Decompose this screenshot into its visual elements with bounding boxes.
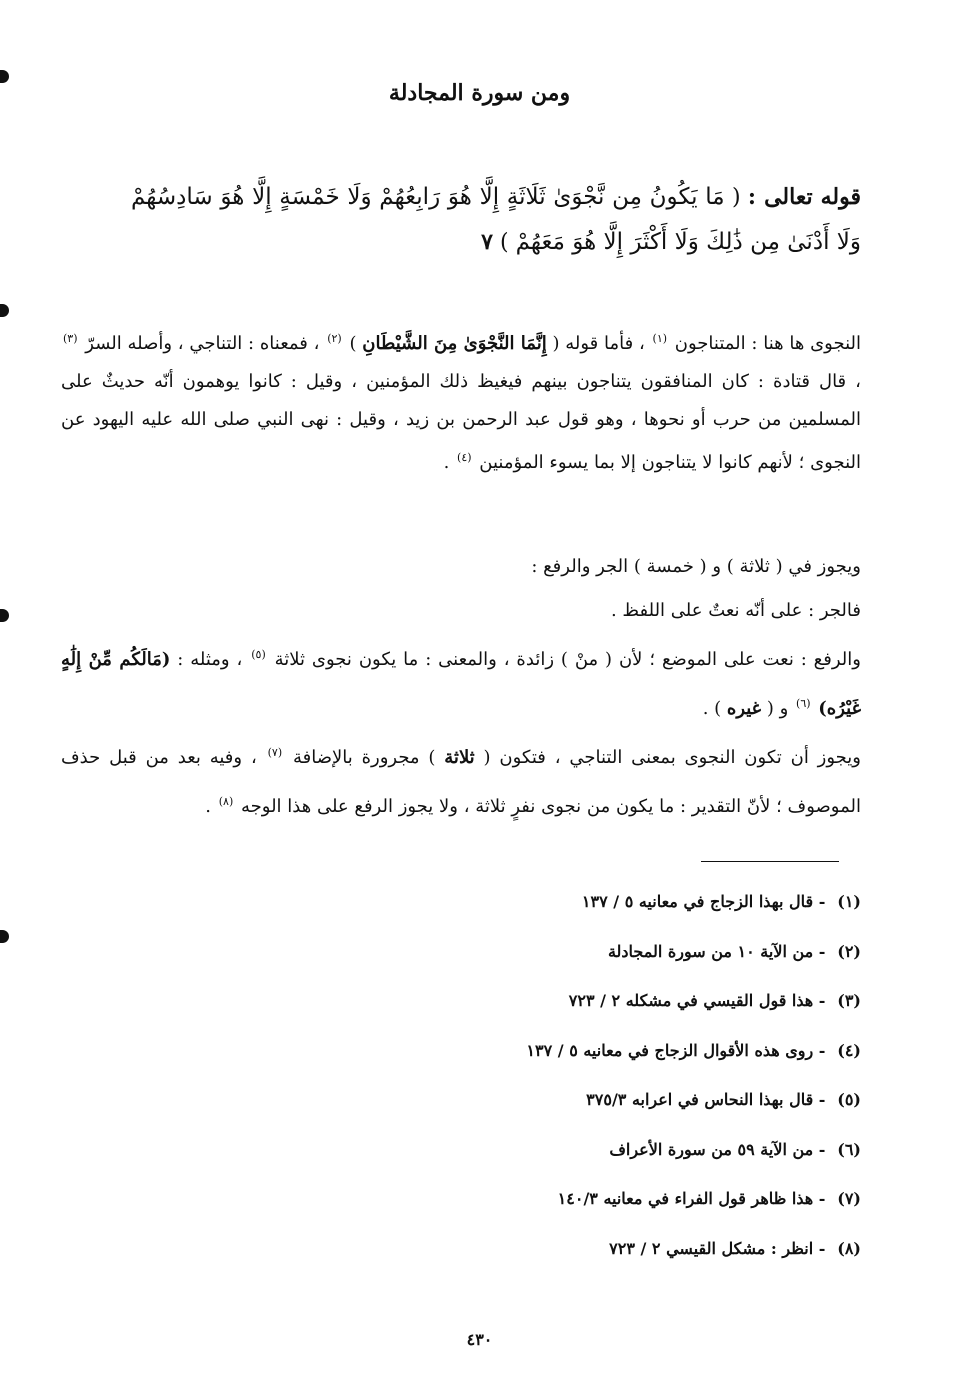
footnote-label: (٢) <box>837 941 861 961</box>
footnote-ref: (٦) <box>796 697 811 710</box>
quran-verse-text: مَا يَكُونُ مِن نَّجْوَىٰ ثَلَاثَةٍ إِلَّا هُوَ رَابِعُهُمْ وَلَا خَمْسَةٍ إِلَّا هُوَ سَادِسُهُمْ وَلَا أَدْنَىٰ مِن ذَٰلِكَ وَلَا أَكْثَرَ إِلَّا هُوَ مَعَهُمْ <box>131 184 861 255</box>
text-run: ، فأما قوله ( <box>552 333 645 354</box>
verse-lead: قوله تعالى : <box>747 184 861 210</box>
footnote-label: (٥) <box>837 1090 861 1109</box>
verse-close-paren: ) <box>499 230 509 255</box>
quran-quote: غيره <box>726 698 762 719</box>
text-run: و ( <box>766 698 789 719</box>
footnote-ref: (٣) <box>63 332 78 345</box>
text-run: والرفع : نعت على الموضع ؛ لأن ( منْ ) زائدة ، والمعنى : ما يكون نجوى ثلاثة <box>274 649 861 670</box>
text-run: . <box>205 796 212 817</box>
footnote-item <box>361 1181 861 1231</box>
footnotes-list <box>361 884 861 1280</box>
footnote-label: (٣) <box>837 991 861 1010</box>
footnote-item <box>361 1231 861 1281</box>
footnote-ref: (٨) <box>218 795 234 808</box>
commentary-paragraph <box>61 320 861 482</box>
footnote-text: - هذا ظاهر قول الفراء في معانيه ١٤٠/٣ <box>557 1189 826 1208</box>
footnote-item <box>361 1082 861 1132</box>
footnote-item <box>361 1132 861 1182</box>
grammar-section <box>61 545 861 829</box>
binding-mark <box>0 609 9 622</box>
footnote-ref: (٢) <box>327 332 342 345</box>
footnote-divider <box>701 861 839 862</box>
footnote-ref: (٤) <box>457 451 472 464</box>
footnote-ref: (٥) <box>251 648 266 661</box>
binding-mark <box>0 304 9 317</box>
text-run: ) مجرورة بالإضافة <box>292 747 436 768</box>
footnote-text: - انظر : مشكل القيسي ٢ / ٧٢٣ <box>609 1238 826 1258</box>
verse-open-paren: ( <box>731 185 741 210</box>
footnote-text: - قال بهذا النحاس في اعرابه ٣٧٥/٣ <box>586 1090 826 1109</box>
text-run: النجوى ها هنا : المتناجون <box>674 333 861 354</box>
footnote-text: - من الآية ٥٩ من سورة الأعراف <box>609 1139 826 1159</box>
text-run: ) <box>349 333 357 354</box>
page-number: ٤٣٠ <box>466 1330 493 1349</box>
footnote-item <box>361 934 861 984</box>
text-run: ويجوز أن تكون النجوى بمعنى التناجي ، فتكون ( <box>483 747 861 768</box>
footnote-ref: (٧) <box>267 746 283 759</box>
grammar-line <box>61 731 861 829</box>
text-run: ) . <box>702 698 722 719</box>
footnote-ref: (١) <box>652 332 668 345</box>
verse-block <box>131 175 861 265</box>
text-run: ، فمعناه : التناجي ، وأصله السرّ <box>85 333 320 354</box>
verse-number: ٧ <box>481 229 493 255</box>
footnote-label: (١) <box>837 892 861 911</box>
footnote-text: - قال بهذا الزجاج في معانيه ٥ / ١٣٧ <box>581 892 826 911</box>
footnote-text: - روى هذه الأقوال الزجاج في معانيه ٥ / ١٣٧ <box>526 1040 826 1060</box>
footnote-label: (٤) <box>837 1040 861 1060</box>
grammar-line <box>61 633 861 731</box>
text-run: . <box>443 452 450 473</box>
footnote-item <box>361 884 861 934</box>
grammar-line: فالجر : على أنّه نعتٌ على اللفظ . <box>610 600 861 621</box>
grammar-line: ويجوز في ( ثلاثة ) و ( خمسة ) الجر والرفع : <box>531 556 861 577</box>
footnote-text: - من الآية ١٠ من سورة المجادلة <box>607 941 826 961</box>
text-run: ، قال قتادة : كان المنافقون يتناجون بينهم فيغيظ ذلك المؤمنين ، وقيل : كانوا يوهمون أنّه حديثٌ على المسلمين من حرب أو نحوها ، وهو قول عبد الرحمن بن زيد ، وقيل : نهى النبي صلى الله عليه اليهود عن النجوى ؛ لأنهم كانوا لا يتناجون إلا بما يسوء المؤمنين <box>61 371 861 473</box>
text-run: ، ومثله : <box>177 649 243 670</box>
quran-quote: إِنَّمَا النَّجْوَىٰ مِنَ الشَّيْطَانِ <box>362 333 547 354</box>
footnote-item <box>361 983 861 1033</box>
footnote-text: - هذا قول القيسي في مشكله ٢ / ٧٢٣ <box>568 991 826 1010</box>
footnote-label: (٧) <box>837 1189 861 1208</box>
emphasis-word: ثلاثة <box>444 747 475 768</box>
footnote-item <box>361 1033 861 1083</box>
quran-quote: (مَالَكُم مِّنْ إِلَٰهٍ غَيْرُه) <box>61 649 861 719</box>
binding-mark <box>0 930 9 943</box>
footnote-label: (٦) <box>837 1139 861 1159</box>
text-run: ، وفيه بعد من قبل حذف الموصوف ؛ لأنّ التقدير : ما يكون من نجوى نفرٍ ثلاثة ، ولا يجوز الرفع على هذا الوجه <box>61 747 861 817</box>
footnote-label: (٨) <box>837 1238 861 1258</box>
page-title: ومن سورة المجادلة <box>388 80 571 106</box>
